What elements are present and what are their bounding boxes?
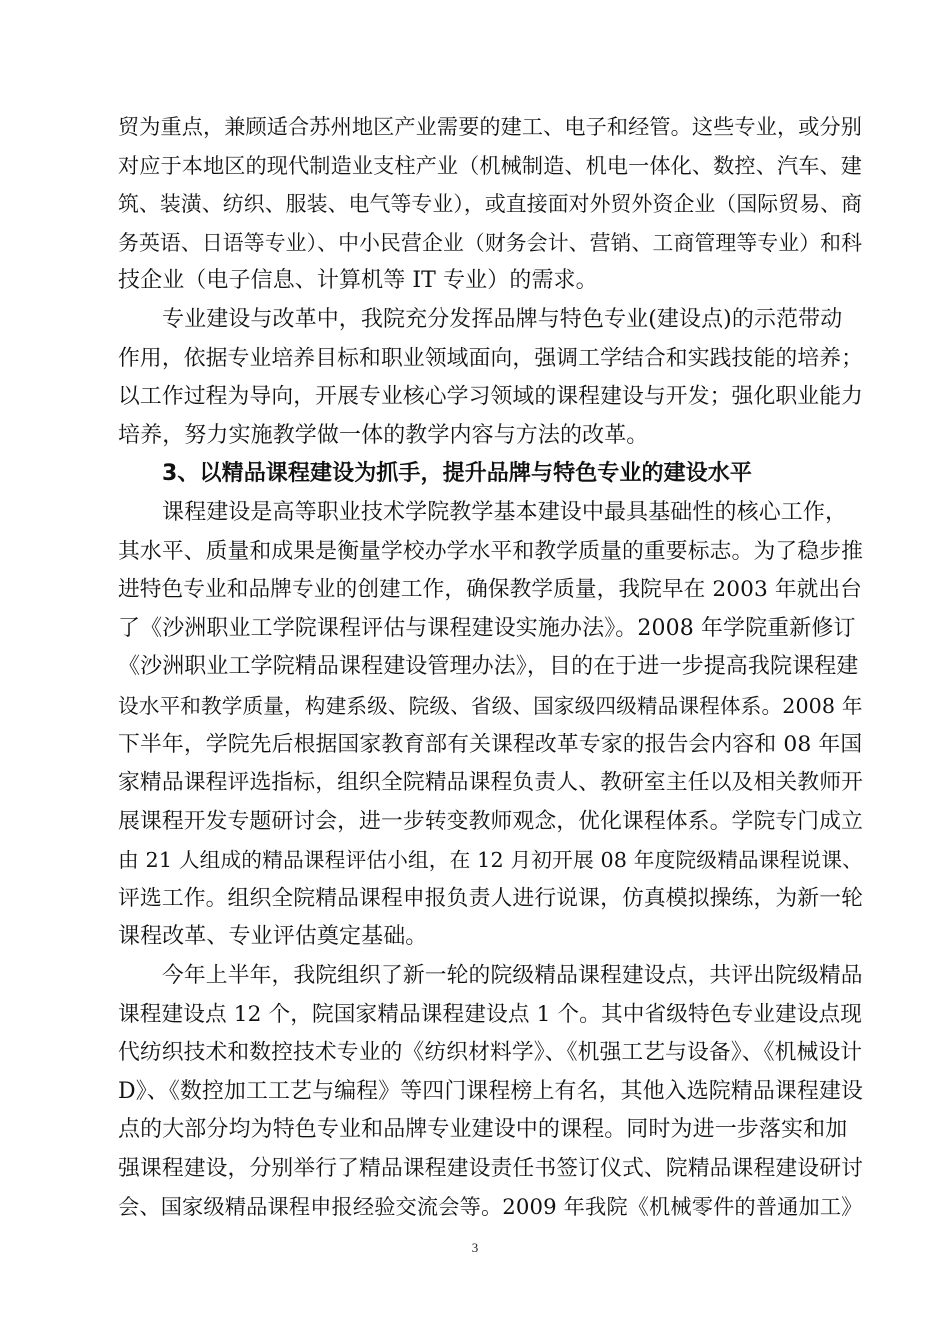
text-line: 培养，努力实施教学做一体的教学内容与方法的改革。	[118, 422, 649, 448]
text-line: 下半年，学院先后根据国家教育部有关课程改革专家的报告会内容和 08 年国	[118, 731, 863, 757]
text-line: 评选工作。组织全院精品课程申报负责人进行说课，仿真模拟操练，为新一轮	[118, 885, 864, 911]
text-line: 设水平和教学质量，构建系级、院级、省级、国家级四级精品课程体系。2008 年	[118, 693, 863, 718]
text-line: 技企业（电子信息、计算机等 IT 专业）的需求。	[118, 268, 598, 294]
text-line: 家精品课程评选指标，组织全院精品课程负责人、教研室主任以及相关教师开	[118, 770, 864, 796]
section-heading: 3、以精品课程建设为抓手，提升品牌与特色专业的建设水平	[162, 461, 753, 487]
text-line: 进特色专业和品牌专业的创建工作，确保教学质量，我院早在 2003 年就出台	[118, 577, 862, 603]
text-line: 《沙洲职业工学院精品课程建设管理办法》，目的在于进一步提高我院课程建	[118, 654, 859, 680]
text-line: 作用，依据专业培养目标和职业领域面向，强调工学结合和实践技能的培养；	[118, 345, 864, 371]
text-line: 课程建设点 12 个，院国家精品课程建设点 1 个。其中省级特色专业建设点现	[118, 1001, 863, 1027]
body-text	[118, 108, 863, 1227]
text-line: 由 21 人组成的精品课程评估小组，在 12 月初开展 08 年度院级精品课程说课、	[118, 848, 863, 873]
text-line: 专业建设与改革中，我院充分发挥品牌与特色专业(建设点)的示范带动	[162, 306, 843, 332]
text-line: 代纺织技术和数控技术专业的《纺织材料学》、《机强工艺与设备》、《机械设计	[118, 1040, 863, 1066]
text-line: 展课程开发专题研讨会，进一步转变教师观念，优化课程体系。学院专门成立	[118, 808, 864, 834]
text-line: 务英语、日语等专业）、中小民营企业（财务会计、营销、工商管理等专业）和科	[118, 230, 863, 255]
text-line: 其水平、质量和成果是衡量学校办学水平和教学质量的重要标志。为了稳步推	[118, 538, 864, 564]
text-line: 贸为重点，兼顾适合苏州地区产业需要的建工、电子和经管。这些专业，或分别	[118, 114, 862, 139]
text-line: 了《沙洲职业工学院课程评估与课程建设实施办法》。2008 年学院重新修订	[118, 615, 856, 641]
text-line: 筑、装潢、纺织、服装、电气等专业），或直接面对外贸外资企业（国际贸易、商	[118, 192, 863, 217]
text-line: 今年上半年，我院组织了新一轮的院级精品课程建设点，共评出院级精品	[162, 963, 863, 989]
text-line: 会、国家级精品课程申报经验交流会等。2009 年我院《机械零件的普通加工》	[118, 1194, 863, 1220]
text-line: 课程改革、专业评估奠定基础。	[118, 924, 428, 950]
text-line: 点的大部分均为特色专业和品牌专业建设中的课程。同时为进一步落实和加	[118, 1117, 848, 1143]
page-number: 3	[471, 1240, 479, 1255]
text-line: D》、《数控加工工艺与编程》等四门课程榜上有名，其他入选院精品课程建设	[118, 1078, 864, 1104]
text-line: 对应于本地区的现代制造业支柱产业（机械制造、机电一体化、数控、汽车、建	[118, 152, 862, 178]
text-line: 强课程建设，分别举行了精品课程建设责任书签订仪式、院精品课程建设研讨	[118, 1156, 864, 1182]
text-line: 课程建设是高等职业技术学院教学基本建设中最具基础性的核心工作，	[162, 499, 848, 525]
text-line: 以工作过程为导向，开展专业核心学习领域的课程建设与开发；强化职业能力	[118, 384, 864, 410]
